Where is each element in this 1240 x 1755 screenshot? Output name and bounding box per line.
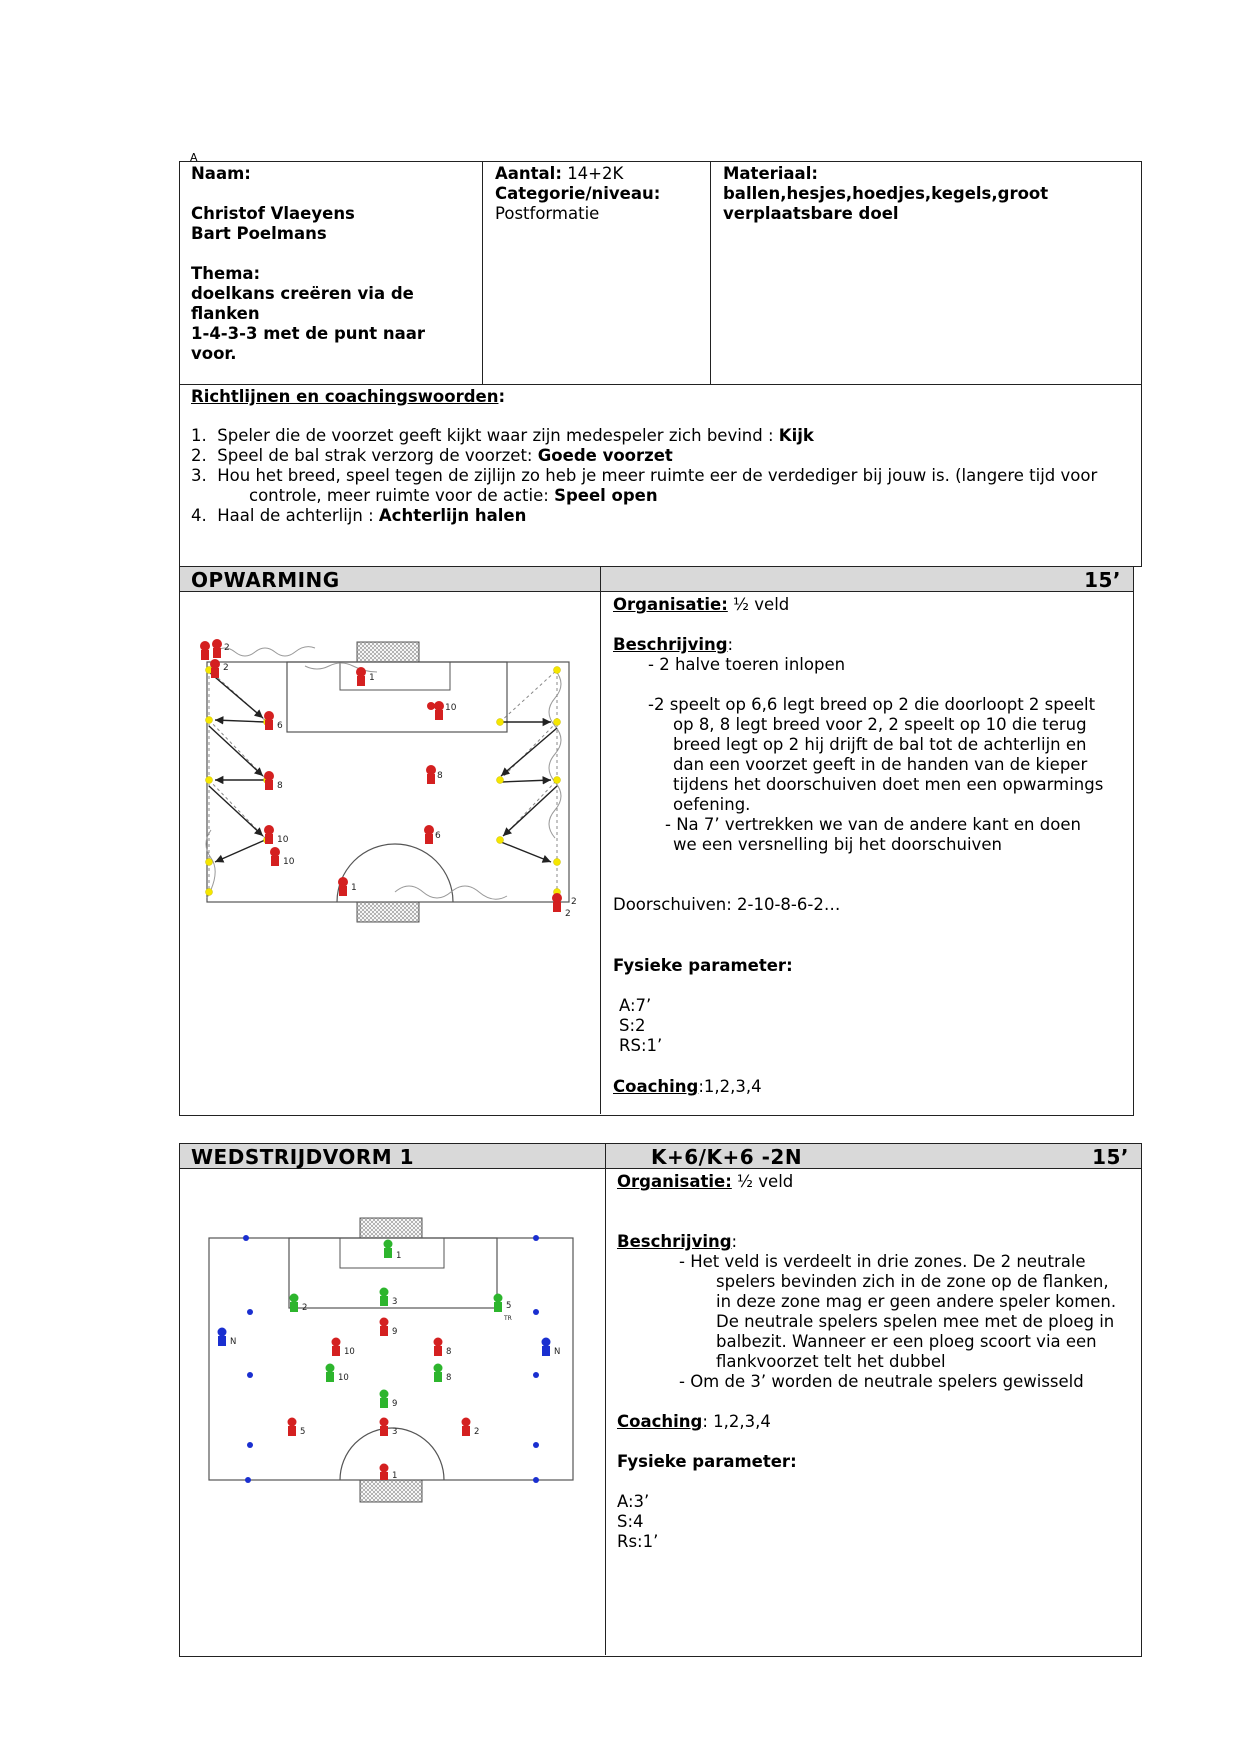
materiaal-label: Materiaal: xyxy=(723,164,818,183)
wedstrijdvorm-title: WEDSTRIJDVORM 1 xyxy=(191,1145,415,1169)
goal-net-top xyxy=(360,1218,422,1238)
beschrijving-label: Beschrijving xyxy=(617,1232,732,1251)
desc-line: flankvoorzet telt het dubbel xyxy=(716,1352,946,1371)
wedstrijdvorm-duration: 15’ xyxy=(1092,1145,1129,1169)
penalty-box xyxy=(287,662,507,732)
svg-text:8: 8 xyxy=(446,1373,452,1383)
richtlijnen-title: Richtlijnen en coachingswoorden xyxy=(191,387,499,406)
param: S:4 xyxy=(617,1512,644,1531)
svg-text:6: 6 xyxy=(435,831,441,841)
svg-text:2: 2 xyxy=(565,909,571,919)
desc-line: - 2 halve toeren inlopen xyxy=(648,655,846,674)
param: A:3’ xyxy=(617,1492,650,1511)
trainer-name: Christof Vlaeyens xyxy=(191,204,355,223)
beschrijving-label: Beschrijving xyxy=(613,635,728,654)
svg-text:10: 10 xyxy=(445,703,457,713)
desc-line: spelers bevinden zich in de zone op de flanken, xyxy=(716,1272,1109,1291)
thema-line: flanken xyxy=(191,304,260,323)
svg-text:6: 6 xyxy=(277,721,283,731)
list-item: 4. Haal de achterlijn : Achterlijn halen xyxy=(191,506,527,525)
organisatie-value: ½ veld xyxy=(731,1172,794,1191)
svg-text:8: 8 xyxy=(437,771,443,781)
svg-text:TR: TR xyxy=(504,1315,512,1322)
param: S:2 xyxy=(619,1016,646,1035)
thema-line: voor. xyxy=(191,344,237,363)
list-item-continuation: controle, meer ruimte voor de actie: Speel open xyxy=(249,486,658,505)
thema-line: doelkans creëren via de xyxy=(191,284,414,303)
svg-text:1: 1 xyxy=(369,673,375,683)
goal-net-bottom xyxy=(360,1480,422,1502)
pitch-outline xyxy=(209,1238,573,1480)
svg-text:9: 9 xyxy=(392,1327,398,1337)
materiaal-line: verplaatsbare doel xyxy=(723,204,899,223)
richtlijnen-colon: : xyxy=(498,387,506,406)
wedstrijdvorm-header xyxy=(179,1143,1142,1169)
desc-line: in deze zone mag er geen andere speler komen. xyxy=(716,1292,1117,1311)
list-item: 3. Hou het breed, speel tegen de zijlijn zo heb je meer ruimte eer de verdediger bij jouw is. (langere tijd voor xyxy=(191,466,1098,485)
desc-line: op 8, 8 legt breed voor 2, 2 speelt op 10 die terug xyxy=(673,715,1087,734)
svg-text:2: 2 xyxy=(474,1427,480,1437)
coaching-label: Coaching xyxy=(617,1412,703,1431)
categorie-label: Categorie/niveau: xyxy=(495,184,661,203)
thema-line: 1-4-3-3 met de punt naar xyxy=(191,324,426,343)
desc-line: oefening. xyxy=(673,795,751,814)
svg-text:2: 2 xyxy=(571,897,577,907)
categorie-value: Postformatie xyxy=(495,204,600,223)
param: RS:1’ xyxy=(619,1036,663,1055)
list-item: 1. Speler die de voorzet geeft kijkt waar zijn medespeler zich bevind : Kijk xyxy=(191,426,814,445)
svg-text:1: 1 xyxy=(396,1251,402,1261)
fysieke-label: Fysieke parameter: xyxy=(613,956,793,975)
organisatie-label: Organisatie: xyxy=(613,595,728,614)
svg-text:N: N xyxy=(554,1347,561,1357)
svg-text:10: 10 xyxy=(277,835,289,845)
desc-line: - Het veld is verdeelt in drie zones. De 2 neutrale xyxy=(679,1252,1086,1271)
coaching-value: :1,2,3,4 xyxy=(698,1077,762,1096)
svg-text:3: 3 xyxy=(392,1427,398,1437)
param: Rs:1’ xyxy=(617,1532,659,1551)
svg-text:5: 5 xyxy=(506,1301,512,1311)
svg-text:3: 3 xyxy=(392,1297,398,1307)
desc-line: balbezit. Wanneer er een ploeg scoort via een xyxy=(716,1332,1097,1351)
svg-text:10: 10 xyxy=(283,857,295,867)
desc-line: -2 speelt op 6,6 legt breed op 2 die doorloopt 2 speelt xyxy=(648,695,1096,714)
desc-line: we een versnelling bij het doorschuiven xyxy=(673,835,1002,854)
opwarming-header xyxy=(179,566,1134,592)
doorschuiven-text: Doorschuiven: 2-10-8-6-2… xyxy=(613,895,841,914)
svg-text:2: 2 xyxy=(302,1303,308,1313)
opwarming-diagram xyxy=(195,630,585,930)
goal-net-bottom xyxy=(357,902,419,922)
opwarming-title: OPWARMING xyxy=(191,568,340,592)
goal-box xyxy=(340,662,450,690)
fysieke-label: Fysieke parameter: xyxy=(617,1452,797,1471)
corner-mark: A xyxy=(190,151,198,164)
desc-line: tijdens het doorschuiven doet men een opwarmings xyxy=(673,775,1104,794)
desc-line: De neutrale spelers spelen mee met de ploeg in xyxy=(716,1312,1115,1331)
goal-net-top xyxy=(357,642,419,662)
materiaal-line: ballen,hesjes,hoedjes,kegels,groot xyxy=(723,184,1049,203)
svg-text:9: 9 xyxy=(392,1399,398,1409)
center-circle xyxy=(337,844,453,902)
svg-text:2: 2 xyxy=(224,643,230,653)
svg-text:8: 8 xyxy=(277,781,283,791)
desc-line: breed legt op 2 hij drijft de bal tot de achterlijn en xyxy=(673,735,1087,754)
aantal-value: 14+2K xyxy=(567,164,624,183)
svg-text:2: 2 xyxy=(223,663,229,673)
thema-label: Thema: xyxy=(191,264,261,283)
desc-line: - Na 7’ vertrekken we van de andere kant en doen xyxy=(665,815,1081,834)
desc-line: - Om de 3’ worden de neutrale spelers gewisseld xyxy=(679,1372,1084,1391)
desc-line: dan een voorzet geeft in de handen van de kieper xyxy=(673,755,1088,774)
trainer-name: Bart Poelmans xyxy=(191,224,327,243)
svg-text:1: 1 xyxy=(392,1471,398,1481)
naam-label: Naam: xyxy=(191,164,251,183)
svg-text:1: 1 xyxy=(351,883,357,893)
organisatie-value: ½ veld xyxy=(727,595,790,614)
wedstrijdvorm-diagram xyxy=(200,1210,590,1510)
list-item: 2. Speel de bal strak verzorg de voorzet: Goede voorzet xyxy=(191,446,673,465)
param: A:7’ xyxy=(619,996,652,1015)
svg-text:10: 10 xyxy=(338,1373,349,1383)
opwarming-duration: 15’ xyxy=(1084,568,1121,592)
coaching-value: : 1,2,3,4 xyxy=(702,1412,771,1431)
organisatie-label: Organisatie: xyxy=(617,1172,732,1191)
svg-text:5: 5 xyxy=(300,1427,306,1437)
wedstrijdvorm-subtitle: K+6/K+6 -2N xyxy=(651,1145,803,1169)
aantal-label: Aantal: xyxy=(495,164,562,183)
coaching-label: Coaching xyxy=(613,1077,699,1096)
svg-text:8: 8 xyxy=(446,1347,452,1357)
svg-text:N: N xyxy=(230,1337,237,1347)
svg-text:10: 10 xyxy=(344,1347,355,1357)
